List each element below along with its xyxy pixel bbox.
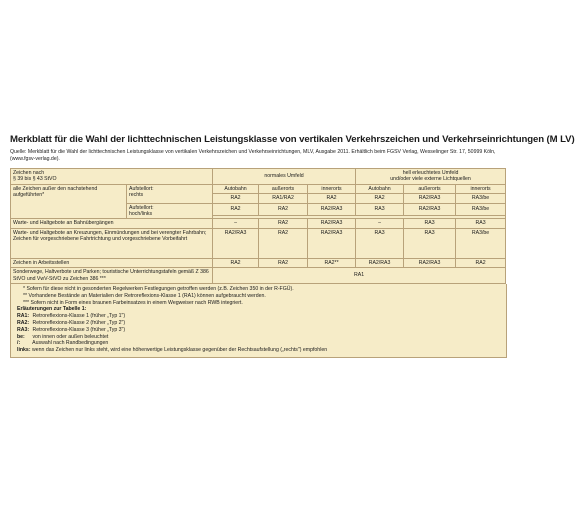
cell: RA2 (259, 258, 308, 267)
cell: RA3/be (456, 194, 506, 203)
cell: RA2 (356, 194, 404, 203)
legend-item: be: von innen oder außen beleuchtet (17, 333, 109, 340)
cell: RA2 (456, 258, 506, 267)
cell: RA2/RA3 (404, 194, 456, 203)
cell: RA2 (213, 203, 259, 216)
source-note: Quelle: Merkblatt für die Wahl der lichttechnischen Leistungsklasse von vertikalen Verkehrszeichen und Verkehrseinrichtungen, MLV, Ausgabe 2011. Erhältlich beim FGSV Verlag, Wesselinger Str. 17, 50999 Köln, (www.fgsv-verlag.de). (10, 149, 496, 162)
col-innerorts: innerorts (308, 184, 356, 193)
footnote: ** Vorhandene Bestände an Materialien der Retroreflexions-Klasse 1 (RA1) können aufgebraucht werden. (23, 292, 266, 299)
cell: RA2/RA3 (404, 258, 456, 267)
cell: RA2 (259, 219, 308, 228)
cell: RA1/RA2 (259, 194, 308, 203)
header-alle: alle Zeichen außer den nachstehend aufgeführten* (11, 184, 127, 219)
header-aufstellort-rechts: Aufstellort: rechts (127, 184, 213, 203)
col-autobahn: Autobahn (356, 184, 404, 193)
cell: RA3 (404, 219, 456, 228)
legend-item: links: wenn das Zeichen nur links steht, wird eine höherwertige Leistungsklasse gegenüber der Rechtsaufstellung („rechts") empfohlen (17, 347, 328, 354)
cell: RA2/RA3 (356, 258, 404, 267)
header-hell: hell erleuchtetes Umfeld und/oder viele externe Lichtquellen (356, 169, 506, 185)
cell: – (356, 219, 404, 228)
cell: RA3 (404, 228, 456, 258)
cell: RA3 (356, 203, 404, 216)
header-zeichen: Zeichen nach § 39 bis § 43 StVO (11, 169, 213, 185)
merkblatt (10, 134, 575, 358)
cell: RA2/RA3 (308, 219, 356, 228)
header-normal: normales Umfeld (213, 169, 356, 185)
cell: RA3 (356, 228, 404, 258)
cell: – (213, 219, 259, 228)
row-label-kreuzung: Warte- und Haltgebote an Kreuzungen, Einmündungen und bei verengter Fahrbahn; Zeichen für vorgeschriebene Fahrtrichtung und vorgeschriebene Vorbeifahrt (11, 228, 213, 258)
cell: RA2 (259, 228, 308, 258)
cell: RA2/RA3 (308, 228, 356, 258)
row-label-bahn: Warte- und Haltgebote an Bahnübergängen (11, 219, 213, 228)
col-autobahn: Autobahn (213, 184, 259, 193)
legend-item: RA2: Retroreflexions-Klasse 2 (früher „Typ 2") (17, 320, 126, 327)
footnote: *** Sofern nicht in Form eines braunen Farbeinsatzes in einem Wegweiser nach RWB integriert. (23, 299, 243, 306)
legend-heading: Erläuterungen zur Tabelle 1: (17, 306, 87, 313)
col-innerorts: innerorts (456, 184, 506, 193)
legend-item: RA1: Retroreflexions-Klasse 1 (früher „Typ 1") (17, 313, 126, 320)
legend-item: /: Auswahl nach Randbedingungen (17, 340, 109, 347)
page-title: Merkblatt für die Wahl der lichttechnischen Leistungsklasse von vertikalen Verkehrszeichen und Verkehrseinrichtungen (M LV) (10, 134, 575, 145)
cell: RA2/RA3 (404, 203, 456, 216)
classification-table (10, 168, 506, 284)
header-aufstellort-hoch: Aufstellort: hoch/links (127, 203, 213, 219)
cell: RA2/RA3 (213, 228, 259, 258)
cell: RA2 (213, 258, 259, 267)
notes-block (10, 284, 507, 358)
cell: RA3 (456, 219, 506, 228)
col-ausserorts: außerorts (404, 184, 456, 193)
cell: RA2 (308, 194, 356, 203)
cell: RA2** (308, 258, 356, 267)
cell: RA3/be (456, 203, 506, 216)
cell: RA2 (259, 203, 308, 216)
cell: RA2 (213, 194, 259, 203)
col-ausserorts: außerorts (259, 184, 308, 193)
footnote: * Sofern für diese nicht in gesonderten Regelwerken Festlegungen getroffen werden (z.B. Zeichen 350 in der R-FGÜ). (23, 286, 294, 293)
row-label-sonderwege: Sonderwege, Haltverbote und Parken; touristische Unterrichtungstafeln gemäß Z 386 StVO und VwV-StVO zu Zeichen 386 *** (11, 268, 213, 284)
cell: RA3/be (456, 228, 506, 258)
cell: RA2/RA3 (308, 203, 356, 216)
legend-item: RA3: Retroreflexions-Klasse 3 (früher „Typ 3") (17, 326, 126, 333)
cell-sonderwege: RA1 (213, 268, 506, 284)
row-label-arbeitsstellen: Zeichen in Arbeitsstellen (11, 258, 213, 267)
